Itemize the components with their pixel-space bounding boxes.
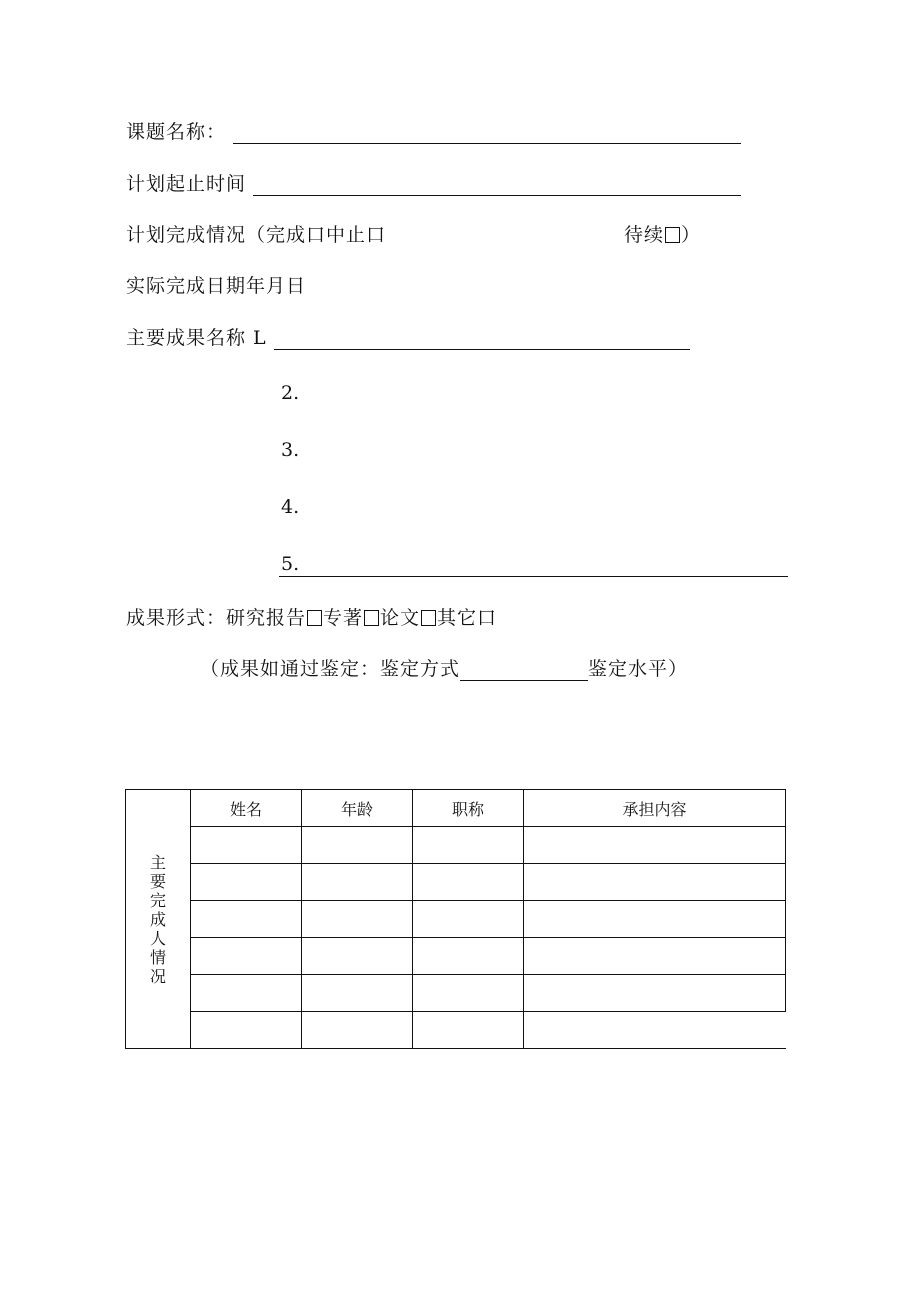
cell-duty[interactable] <box>524 827 786 864</box>
plan-time-row <box>126 172 741 196</box>
table-row <box>126 1012 786 1049</box>
monograph-label: 专著 <box>323 607 364 629</box>
pending-close: ） <box>681 224 702 246</box>
appraisal-method-label: （成果如通过鉴定：鉴定方式 <box>200 658 461 680</box>
appraisal-row <box>200 657 688 681</box>
table-row <box>126 901 786 938</box>
cell-duty[interactable] <box>524 975 786 1012</box>
main-results-input-line[interactable] <box>274 329 690 350</box>
cell-duty[interactable] <box>524 901 786 938</box>
result-form-label: 成果形式：研究报告 <box>126 607 307 629</box>
completion-row <box>126 223 386 247</box>
result-item-4: 4. <box>281 496 300 518</box>
completion-label: 计划完成情况（完成口中止口 <box>126 224 387 246</box>
header-title: 职称 <box>413 790 524 827</box>
cell-title[interactable] <box>413 975 524 1012</box>
cell-age[interactable] <box>302 938 413 975</box>
side-label: 主要完成人情况 <box>149 852 166 986</box>
result-form-row <box>126 606 497 630</box>
cell-name[interactable] <box>191 864 302 901</box>
cell-title[interactable] <box>413 938 524 975</box>
result-item-3: 3. <box>281 439 300 461</box>
actual-date-label: 实际完成日期年月日 <box>126 275 307 297</box>
cell-duty[interactable] <box>524 1012 786 1049</box>
cell-name[interactable] <box>191 1012 302 1049</box>
cell-age[interactable] <box>302 864 413 901</box>
cell-name[interactable] <box>191 901 302 938</box>
table-row <box>126 938 786 975</box>
paper-label: 论文 <box>380 607 421 629</box>
main-results-label: 主要成果名称 L <box>126 327 267 349</box>
pending-group <box>624 223 701 247</box>
header-age: 年龄 <box>302 790 413 827</box>
result-item-2: 2. <box>281 382 300 404</box>
appraisal-level-label: 鉴定水平） <box>588 658 689 680</box>
cell-title[interactable] <box>413 864 524 901</box>
table-row <box>126 864 786 901</box>
cell-title[interactable] <box>413 901 524 938</box>
people-table <box>125 789 786 1049</box>
cell-name[interactable] <box>191 938 302 975</box>
table-row <box>126 975 786 1012</box>
cell-title[interactable] <box>413 827 524 864</box>
cell-duty[interactable] <box>524 864 786 901</box>
actual-date-row <box>126 274 306 298</box>
header-name: 姓名 <box>191 790 302 827</box>
monograph-checkbox[interactable] <box>364 610 379 626</box>
paper-checkbox[interactable] <box>421 610 436 626</box>
plan-time-input-line[interactable] <box>253 175 741 196</box>
table-header-row <box>126 790 786 827</box>
topic-row <box>126 120 741 144</box>
cell-duty[interactable] <box>524 938 786 975</box>
main-results-row <box>126 326 690 350</box>
topic-input-line[interactable] <box>233 123 741 144</box>
cell-age[interactable] <box>302 901 413 938</box>
header-duty: 承担内容 <box>524 790 786 827</box>
cell-title[interactable] <box>413 1012 524 1049</box>
report-checkbox[interactable] <box>307 610 322 626</box>
table-row <box>126 827 786 864</box>
result-item-5: 5. <box>281 553 300 575</box>
side-label-cell <box>126 790 191 1049</box>
appraisal-method-input-line[interactable] <box>460 660 588 681</box>
cell-name[interactable] <box>191 975 302 1012</box>
pending-label: 待续 <box>624 224 665 246</box>
topic-label: 课题名称： <box>126 121 227 143</box>
other-label: 其它口 <box>437 607 498 629</box>
cell-age[interactable] <box>302 827 413 864</box>
cell-name[interactable] <box>191 827 302 864</box>
plan-time-label: 计划起止时间 <box>126 173 247 195</box>
pending-checkbox[interactable] <box>665 227 680 243</box>
cell-age[interactable] <box>302 975 413 1012</box>
result-item-5-input-line[interactable] <box>279 576 788 577</box>
cell-age[interactable] <box>302 1012 413 1049</box>
